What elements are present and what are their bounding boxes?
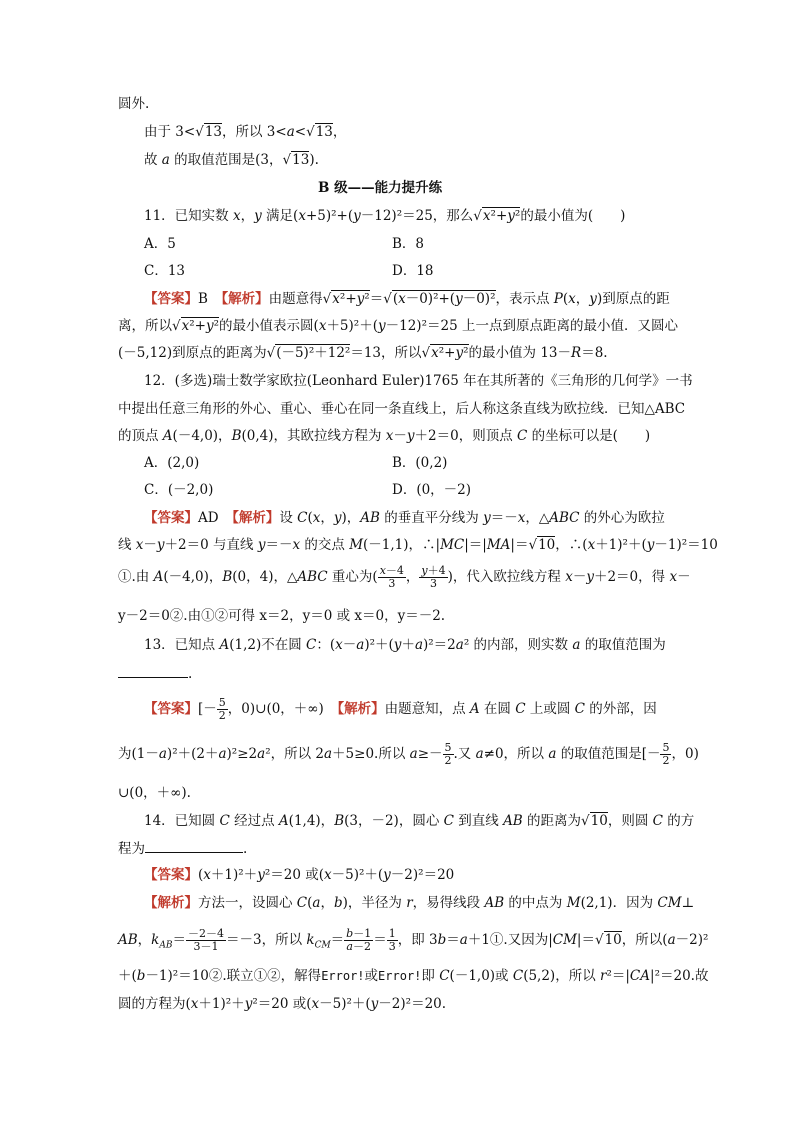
- option-a: A．5: [144, 236, 176, 252]
- answer-12: 【答案】AD 【解析】设 C(x，y)，AB 的垂直平分线为 y＝－x，△ABC 的外心为欧拉: [144, 510, 665, 526]
- text-line: 为(1－a)²＋(2＋a)²≥2a²，所以 2a＋5≥0.所以 a≥－ $\frac{5}{2}$ .又 a≠0，所以 a 的取值范围是[－ $\frac{5}{2}$ ，0): [118, 741, 699, 767]
- text-line: 圆的方程为(x＋1)²＋y²＝20 或(x－5)²＋(y－2)²＝20.: [118, 996, 447, 1012]
- text-line: 中提出任意三角形的外心、重心、垂心在同一条直线上，后人称这条直线为欧拉线．已知△ABC: [118, 401, 686, 417]
- option-c: C．(－2,0): [144, 482, 214, 498]
- text-line: 圆外.: [118, 96, 150, 112]
- question-13: 13．已知点 A(1,2)不在圆 C：(x－a)²＋(y＋a)²＝2a² 的内部，则实数 a 的取值范围为: [144, 637, 666, 653]
- option-a: A．(2,0): [144, 455, 200, 471]
- option-b: B．(0,2): [392, 455, 448, 471]
- answer-14: 【答案】(x＋1)²＋y²＝20 或(x－5)²＋(y－2)²＝20: [144, 867, 455, 883]
- text-line: ＋(b－1)²＝10②.联立①②，解得Error!或Error!即 C(－1,0)或 C(5,2)，所以 r²＝|CA|²＝20.故: [118, 968, 709, 984]
- answer-11: 【答案】B 【解析】由题意得√x²+y²＝√(x－0)²+(y－0)²，表示点 P(x，y)到原点的距: [144, 291, 670, 307]
- question-11: 11．已知实数 x，y 满足(x+5)²+(y－12)²＝25，那么√x²+y²的最小值为( ): [144, 208, 626, 224]
- answer-blank: .: [118, 663, 192, 684]
- option-d: D．(0，－2): [392, 482, 472, 498]
- answer-13: 【答案】[－ $\frac{5}{2}$ ，0)∪(0，＋∞) 【解析】由题意知，点 A 在圆 C 上或圆 C 的外部，因: [144, 696, 657, 722]
- text-line: 程为 .: [118, 838, 247, 859]
- text-line: y－2＝0②.由①②可得 x＝2，y＝0 或 x＝0，y＝－2.: [118, 608, 446, 624]
- text-line: 的顶点 A(－4,0)，B(0,4)，其欧拉线方程为 x－y＋2＝0，则顶点 C 的坐标可以是( ): [118, 428, 651, 444]
- text-line: 故 a 的取值范围是(3，√13).: [144, 152, 319, 168]
- option-d: D．18: [392, 263, 434, 279]
- text-line: ①.由 A(－4,0)，B(0，4)，△ABC 重心为( $\frac{x-4}{3}$ ， $\frac{y+4}{3}$ )，代入欧拉线方程 x－y＋2＝0，得 x－: [118, 564, 691, 590]
- text-line: 由于 3<√13，所以 3<a<√13，: [144, 124, 347, 140]
- solution-14: 【解析】方法一，设圆心 C(a，b)，半径为 r，易得线段 AB 的中点为 M(2,1)．因为 CM⊥: [144, 895, 695, 911]
- text-line: 线 x－y＋2＝0 与直线 y＝－x 的交点 M(－1,1)，∴|MC|＝|MA|＝√10，∴(x＋1)²＋(y－1)²＝10: [118, 537, 718, 553]
- text-line: AB，$k_{AB}=$ $\frac{-2-4}{3-1}$ ＝－3，所以 $k_{CM}=$ $\frac{b-1}{a-2}$ ＝ $\frac{1}{3}$ ，即 3b＝a＋1①.又因为|CM|＝√10，所以(a－2)²: [118, 927, 709, 953]
- option-c: C．13: [144, 263, 186, 279]
- text-line: ∪(0，＋∞).: [118, 785, 191, 801]
- section-heading: B 级——能力提升练: [318, 180, 443, 196]
- question-12: 12．(多选)瑞士数学家欧拉(Leonhard Euler)1765 年在其所著的《三角形的几何学》一书: [144, 373, 693, 389]
- text-line: (－5,12)到原点的距离为√(－5)²＋12²＝13，所以√x²+y²的最小值为 13－R＝8.: [118, 345, 608, 361]
- text-line: 离，所以√x²+y²的最小值表示圆(x＋5)²＋(y－12)²＝25 上一点到原点距离的最小值．又圆心: [118, 318, 678, 334]
- question-14: 14．已知圆 C 经过点 A(1,4)，B(3，－2)，圆心 C 到直线 AB 的距离为√10，则圆 C 的方: [144, 813, 695, 829]
- option-b: B．8: [392, 236, 425, 252]
